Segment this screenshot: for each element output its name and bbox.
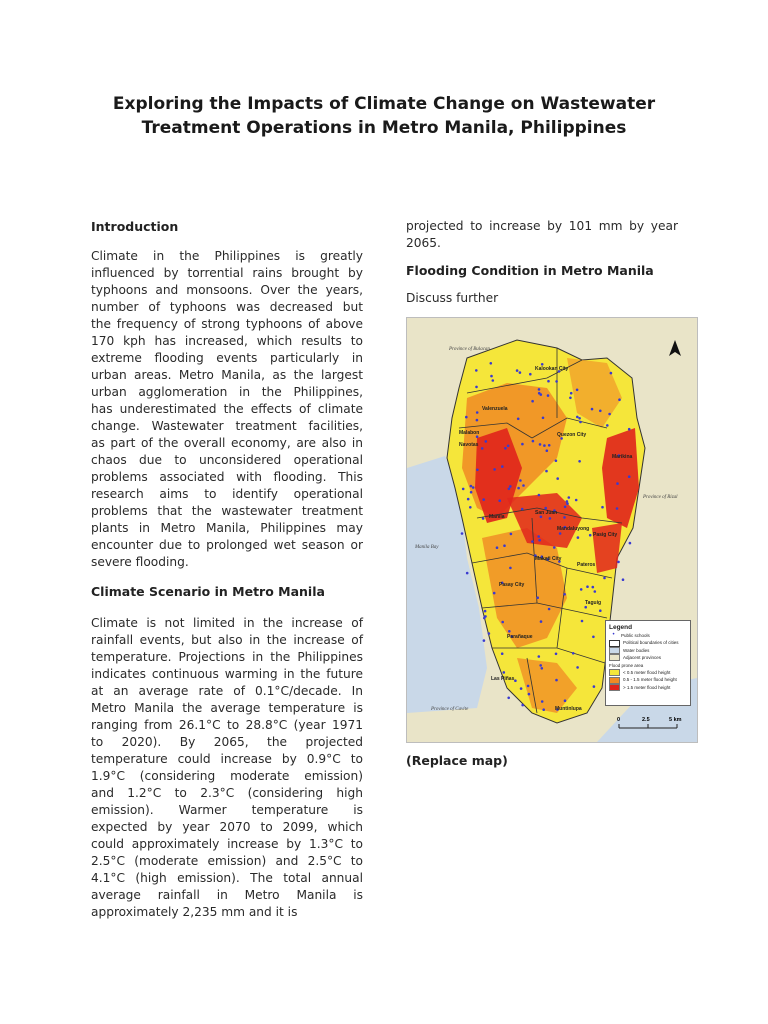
flood-map [406, 317, 698, 743]
school-point [577, 536, 580, 539]
school-point [576, 389, 579, 392]
school-point [541, 700, 544, 703]
school-point [538, 388, 541, 391]
school-point [482, 498, 485, 501]
school-point [541, 667, 544, 670]
school-point [522, 484, 525, 487]
label-manila-bay: Manila Bay [415, 545, 439, 550]
climate-scenario-line: to 2020). By 2065, the projected [91, 735, 363, 749]
school-point [514, 679, 517, 682]
school-point [549, 517, 552, 520]
school-point [475, 386, 478, 389]
legend-item-provinces: Adjacent provinces [609, 654, 687, 661]
introduction-line: as part of the overall economy, are also in [91, 436, 363, 450]
school-point [544, 507, 547, 510]
school-point [553, 546, 556, 549]
label-bulacan: Province of Bulacan [449, 347, 490, 352]
climate-scenario-line: 2.5°C (moderate emission) and 2.5°C to [91, 854, 363, 868]
school-point [584, 606, 587, 609]
climate-scenario-line: indicates continuous warming in the future [91, 667, 363, 681]
scale-label-2-5: 2.5 [642, 717, 650, 723]
school-point [576, 416, 579, 419]
school-point [581, 620, 584, 623]
legend-item-boundaries: Political boundaries of cities [609, 639, 687, 646]
label-quezon-city: Quezon City [557, 432, 587, 438]
label-mandaluyong: Mandaluyong [557, 526, 590, 532]
school-point [521, 443, 524, 446]
school-point [490, 362, 493, 365]
school-point [566, 500, 569, 503]
scale-label-5km: 5 km [669, 717, 682, 723]
school-point [483, 639, 486, 642]
legend-item-flood-low: < 0.5 meter flood height [609, 669, 687, 676]
school-point [578, 417, 581, 420]
school-point [537, 535, 540, 538]
school-point [579, 421, 582, 424]
label-cavite: Province of Cavite [431, 707, 469, 712]
climate-scenario-line: average rainfall in Metro Manila is [91, 888, 363, 902]
climate-scenario-line: Metro Manila the average temperature is [91, 701, 363, 715]
school-point [520, 687, 523, 690]
school-point [555, 653, 558, 656]
school-point [488, 632, 491, 635]
school-point [569, 397, 572, 400]
school-point [572, 652, 575, 655]
label-kalookan: Kalookan City [535, 366, 569, 372]
school-point [498, 499, 501, 502]
school-point [538, 539, 541, 542]
label-marikina: Marikina [612, 454, 633, 460]
introduction-line: the frequency of strong typhoons of above [91, 317, 363, 331]
school-point [547, 380, 550, 383]
school-point [470, 491, 473, 494]
introduction-line: chaos due to unconsidered operational [91, 453, 363, 467]
label-malabon: Malabon [459, 430, 480, 436]
school-point [576, 666, 579, 669]
school-point [589, 534, 592, 537]
introduction-line: typhoons and monsoons. Over the years, [91, 283, 363, 297]
introduction-line: Climate in the Philippines is greatly [91, 249, 363, 263]
introduction-line: influenced by torrential rains brought by [91, 266, 363, 280]
school-point [503, 544, 506, 547]
school-point [540, 620, 543, 623]
school-point [527, 685, 530, 688]
school-point [503, 671, 506, 674]
label-makati-city: Makati City [535, 556, 562, 562]
school-point [601, 506, 604, 509]
climate-scenario-line: temperature. Projections in the Philippines [91, 650, 363, 664]
scale-label-0: 0 [617, 717, 621, 723]
school-point [508, 488, 511, 491]
introduction-line: encounter due to prolonged wet season or [91, 538, 363, 552]
school-point [616, 482, 619, 485]
school-point [466, 572, 469, 575]
flood-medium-swatch-icon [609, 677, 620, 684]
continued-line: 2065. [406, 236, 441, 250]
school-point [599, 410, 602, 413]
school-point [616, 507, 619, 510]
introduction-line: extreme flooding events particularly in [91, 351, 363, 365]
introduction-line: 170 kph has increased, which results to [91, 334, 363, 348]
label-las-pinas: Las Piñas [491, 676, 515, 682]
legend-item-water: Water bodies [609, 647, 687, 654]
school-point [476, 411, 479, 414]
left-column [91, 218, 363, 921]
school-point [618, 398, 621, 401]
school-point [539, 443, 542, 446]
introduction-line: urban agglomeration in the Philippines, [91, 385, 363, 399]
school-point [594, 590, 597, 593]
school-point [608, 413, 611, 416]
school-point [629, 542, 632, 545]
school-point [548, 444, 551, 447]
school-point [481, 447, 484, 450]
climate-scenario-line: and 1.2°C to 2.3°C (considering high [91, 786, 363, 800]
school-point [507, 445, 510, 448]
label-rizal: Province of Rizal [643, 495, 678, 500]
school-point [617, 561, 620, 564]
school-point [568, 496, 571, 499]
legend-item-flood-medium: 0.5 - 1.5 meter flood height [609, 676, 687, 683]
label-navotas: Navotas [459, 442, 479, 448]
label-pateros: Pateros [577, 562, 596, 568]
school-point [508, 630, 511, 633]
label-taguig: Taguig [585, 600, 602, 606]
school-point [593, 685, 596, 688]
title-line-1: Exploring the Impacts of Climate Change on Wastewater [112, 94, 656, 114]
legend-title: Legend [609, 624, 633, 631]
school-point [496, 546, 499, 549]
map-caption: (Replace map) [406, 753, 508, 768]
school-point [542, 417, 545, 420]
climate-scenario-line: Climate is not limited in the increase of [91, 616, 363, 630]
school-point [510, 533, 513, 536]
school-point [542, 708, 545, 711]
continued-line: projected to increase by 101 mm by year [406, 219, 678, 233]
school-point [543, 444, 546, 447]
school-point [504, 447, 507, 450]
school-point [586, 585, 589, 588]
school-point [493, 592, 496, 595]
introduction-line: change. Wastewater treatment facilities, [91, 419, 363, 433]
school-point [529, 373, 532, 376]
label-pasay-city: Pasay City [499, 582, 525, 588]
document-title [60, 92, 708, 140]
climate-scenario-line: could approximately increase by 1.3°C to [91, 837, 363, 851]
school-point [570, 392, 573, 395]
school-point [462, 488, 465, 491]
right-column [406, 218, 682, 768]
school-point [566, 502, 569, 505]
school-point [501, 465, 504, 468]
climate-scenario-line: temperature could increase by 0.9°C to [91, 752, 363, 766]
school-point [465, 416, 468, 419]
school-dot-icon: • [612, 632, 615, 638]
school-point [492, 379, 495, 382]
school-point [538, 392, 541, 395]
province-swatch-icon [609, 654, 620, 661]
school-point [610, 372, 613, 375]
climate-scenario-line: 1.9°C (considering moderate emission) [91, 769, 363, 783]
introduction-line: number of typhoons was decreased but [91, 300, 363, 314]
school-point [628, 475, 631, 478]
water-swatch-icon [609, 647, 620, 654]
school-point [578, 460, 581, 463]
climate-scenario-line: ranging from 26.1°C to 28.8°C (year 1971 [91, 718, 363, 732]
climate-scenario-line: 4.1°C (high emission). The total annual [91, 871, 363, 885]
school-point [461, 532, 464, 535]
school-point [628, 428, 631, 431]
school-point [476, 469, 479, 472]
school-point [467, 498, 470, 501]
flooding-condition-heading: Flooding Condition in Metro Manila [406, 263, 654, 278]
school-point [575, 499, 578, 502]
introduction-line: plants in Metro Manila, Philippines may [91, 521, 363, 535]
introduction-line: severe flooding. [91, 555, 189, 569]
legend-item-flood-high: > 1.5 meter flood height [609, 684, 687, 691]
climate-scenario-heading: Climate Scenario in Metro Manila [91, 584, 325, 599]
school-point [539, 664, 542, 667]
school-point [563, 593, 566, 596]
climate-scenario-line: rainfall events, but also in the increase of [91, 633, 363, 647]
school-point [490, 375, 493, 378]
map-legend [605, 620, 691, 706]
climate-scenario-paragraph [91, 615, 363, 921]
school-point [501, 621, 504, 624]
school-point [592, 586, 595, 589]
school-point [519, 371, 522, 374]
school-point [482, 517, 485, 520]
introduction-paragraph [91, 248, 363, 571]
school-point [555, 380, 558, 383]
school-point [563, 516, 566, 519]
boundary-swatch-icon [609, 640, 620, 647]
school-point [528, 693, 531, 696]
label-pasig-city: Pasig City [593, 532, 618, 538]
school-point [545, 470, 548, 473]
school-point [531, 540, 534, 543]
legend-item-schools: • Public schools [609, 632, 687, 639]
school-point [472, 486, 475, 489]
school-point [606, 424, 609, 427]
school-point [547, 394, 550, 397]
school-point [564, 506, 567, 509]
label-paranaque: Parañaque [507, 634, 533, 640]
flood-high-swatch-icon [609, 684, 620, 691]
continued-paragraph [406, 218, 678, 252]
introduction-heading: Introduction [91, 219, 179, 234]
school-point [469, 506, 472, 509]
climate-scenario-line: emission). Warmer temperature is [91, 803, 363, 817]
introduction-line: problems that the wastewater treatment [91, 504, 363, 518]
title-line-2: Treatment Operations in Metro Manila, Philippines [141, 118, 627, 138]
school-point [521, 704, 524, 707]
school-point [493, 468, 496, 471]
school-point [591, 408, 594, 411]
school-point [531, 400, 534, 403]
school-point [556, 477, 559, 480]
introduction-line: problems associated with flooding. This [91, 470, 363, 484]
school-point [548, 608, 551, 611]
flood-low-swatch-icon [609, 669, 620, 676]
label-valenzuela: Valenzuela [482, 406, 508, 412]
school-point [484, 615, 487, 618]
legend-flood-title: Flood prone area [609, 662, 644, 668]
label-muntinlupa: Muntinlupa [555, 706, 582, 712]
school-point [475, 369, 478, 372]
climate-scenario-line: at an average rate of 0.1°C/decade. In [91, 684, 363, 698]
school-point [501, 652, 504, 655]
school-point [509, 485, 512, 488]
school-point [521, 508, 524, 511]
introduction-line: research aims to identify operational [91, 487, 363, 501]
school-point [536, 596, 539, 599]
climate-scenario-line: expected by year 2070 to 2099, which [91, 820, 363, 834]
school-point [470, 485, 473, 488]
school-point [564, 699, 567, 702]
school-point [519, 479, 522, 482]
school-point [507, 697, 510, 700]
school-point [592, 636, 595, 639]
school-point [509, 567, 512, 570]
school-point [555, 459, 558, 462]
label-san-juan: San Juan [535, 510, 558, 516]
school-point [622, 578, 625, 581]
climate-scenario-line: approximately 2,235 mm and it is [91, 905, 298, 919]
school-point [546, 449, 549, 452]
school-point [485, 440, 488, 443]
school-point [476, 419, 479, 422]
discuss-further-text: Discuss further [406, 291, 499, 305]
label-manila: Manila [489, 514, 505, 520]
school-point [484, 610, 487, 613]
school-point [599, 609, 602, 612]
school-point [538, 494, 541, 497]
introduction-line: urban areas. Metro Manila, as the largest [91, 368, 363, 382]
school-point [517, 418, 520, 421]
school-point [538, 655, 541, 658]
school-point [517, 487, 520, 490]
school-point [516, 369, 519, 372]
school-point [580, 588, 583, 591]
school-point [555, 679, 558, 682]
school-point [532, 440, 535, 443]
school-point [603, 577, 606, 580]
introduction-line: has underestimated the effects of climate [91, 402, 363, 416]
school-point [559, 532, 562, 535]
